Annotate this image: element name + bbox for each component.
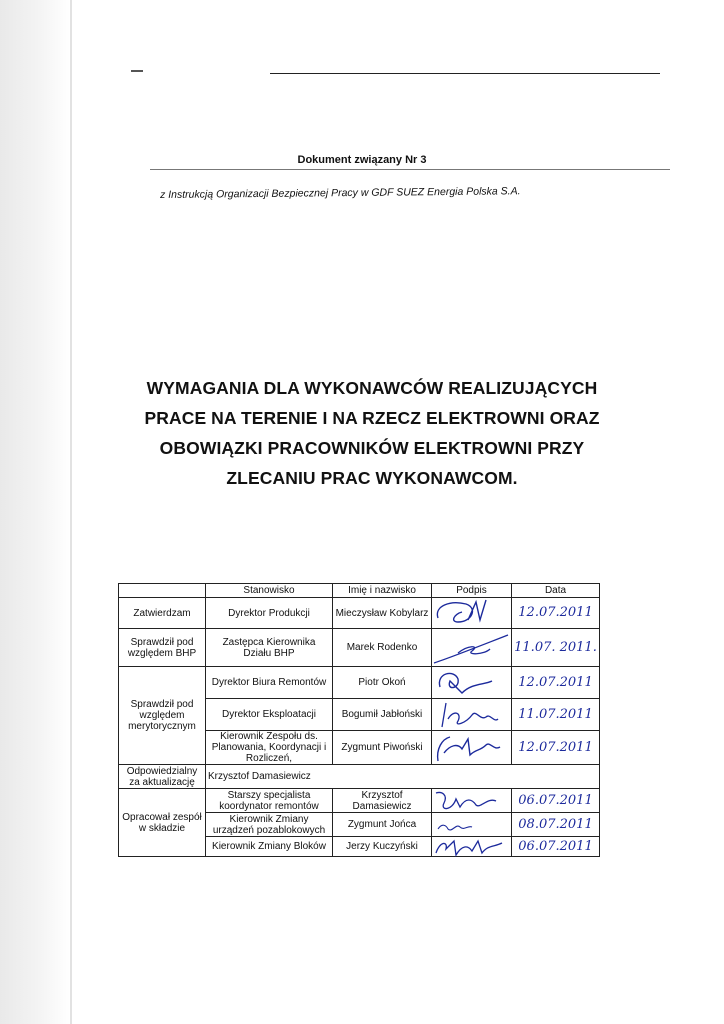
- handwritten-date: 12.07.2011: [518, 739, 593, 755]
- top-rule: [270, 73, 660, 74]
- handwritten-date: 12.07.2011: [518, 605, 593, 620]
- handwritten-signature: [432, 667, 512, 699]
- position-cell: Zastępca Kierownika Działu BHP: [206, 629, 333, 667]
- handwritten-signature: [432, 731, 512, 765]
- name-cell: Mieczysław Kobylarz: [333, 598, 432, 629]
- name-cell: Jerzy Kuczyński: [333, 837, 432, 857]
- table-row: [119, 765, 600, 789]
- name-cell: Zygmunt Jońca: [333, 813, 432, 837]
- handwritten-signature: [432, 598, 512, 629]
- table-header-row: [119, 584, 600, 598]
- handwritten-date: 06.07.2011: [518, 792, 593, 808]
- empty-header-cell: [119, 584, 206, 598]
- position-cell: Dyrektor Produkcji: [206, 598, 333, 629]
- title-line: PRACE NA TERENIE I NA RZECZ ELEKTROWNI ORAZ: [144, 408, 600, 428]
- name-cell: Krzysztof Damasiewicz: [206, 765, 600, 789]
- handwritten-signature: [432, 699, 512, 731]
- signature-cell: [432, 837, 512, 857]
- signature-cell: [432, 598, 512, 629]
- name-cell: Krzysztof Damasiewicz: [333, 789, 432, 813]
- position-cell: Dyrektor Biura Remontów: [206, 667, 333, 699]
- role-cell: Sprawdził pod względem merytorycznym: [119, 667, 206, 765]
- date-cell: [512, 629, 600, 667]
- date-cell: [512, 731, 600, 765]
- date-cell: [512, 789, 600, 813]
- header-rule: [150, 169, 670, 170]
- title-line: OBOWIĄZKI PRACOWNIKÓW ELEKTROWNI PRZY: [159, 438, 585, 458]
- handwritten-signature: [432, 789, 512, 813]
- handwritten-date: 11.07.2011: [518, 706, 593, 722]
- column-header-signature: Podpis: [432, 584, 512, 598]
- instruction-reference: z Instrukcją Organizacji Bezpiecznej Pracy w GDF SUEZ Energia Polska S.A.: [160, 185, 521, 201]
- handwritten-date: 12.07.2011: [518, 674, 593, 690]
- position-cell: Kierownik Zmiany Bloków: [206, 837, 333, 857]
- name-cell: Marek Rodenko: [333, 629, 432, 667]
- name-cell: Zygmunt Piwoński: [333, 731, 432, 765]
- table-row: [119, 629, 600, 667]
- position-cell: Dyrektor Eksploatacji: [206, 699, 333, 731]
- signature-cell: [432, 731, 512, 765]
- name-cell: Piotr Okoń: [333, 667, 432, 699]
- handwritten-signature: [432, 837, 512, 857]
- document-title: [92, 373, 652, 493]
- role-cell: Odpowiedzialny za aktualizację: [119, 765, 206, 789]
- document-reference: Dokument związany Nr 3: [297, 154, 427, 166]
- handwritten-date: 06.07.2011: [518, 838, 593, 854]
- date-cell: [512, 837, 600, 857]
- handwritten-signature: [432, 629, 512, 667]
- date-cell: [512, 699, 600, 731]
- handwritten-signature: [432, 813, 512, 837]
- signature-cell: [432, 629, 512, 667]
- column-header-date: Data: [512, 584, 600, 598]
- approval-table: [118, 583, 600, 857]
- signature-cell: [432, 699, 512, 731]
- title-line: WYMAGANIA DLA WYKONAWCÓW REALIZUJĄCYCH: [146, 378, 598, 398]
- column-header-position: Stanowisko: [206, 584, 333, 598]
- signature-cell: [432, 667, 512, 699]
- handwritten-date: 11.07. 2011.: [514, 639, 597, 655]
- date-cell: [512, 598, 600, 629]
- date-cell: [512, 667, 600, 699]
- name-cell: Bogumił Jabłoński: [333, 699, 432, 731]
- role-cell: Zatwierdzam: [119, 598, 206, 629]
- position-cell: Kierownik Zmiany urządzeń pozablokowych: [206, 813, 333, 837]
- position-cell: Starszy specjalista koordynator remontów: [206, 789, 333, 813]
- date-cell: [512, 813, 600, 837]
- signature-cell: [432, 789, 512, 813]
- handwritten-date: 08.07.2011: [518, 816, 593, 832]
- top-dash: [131, 70, 143, 72]
- signature-cell: [432, 813, 512, 837]
- table-row: [119, 667, 600, 699]
- table-row: [119, 598, 600, 629]
- role-cell: Opracował zespół w składzie: [119, 789, 206, 857]
- title-line: ZLECANIU PRAC WYKONAWCOM.: [226, 468, 518, 488]
- position-cell: Kierownik Zespołu ds. Planowania, Koordynacji i Rozliczeń,: [206, 731, 333, 765]
- column-header-name: Imię i nazwisko: [333, 584, 432, 598]
- role-cell: Sprawdził pod względem BHP: [119, 629, 206, 667]
- table-row: [119, 789, 600, 813]
